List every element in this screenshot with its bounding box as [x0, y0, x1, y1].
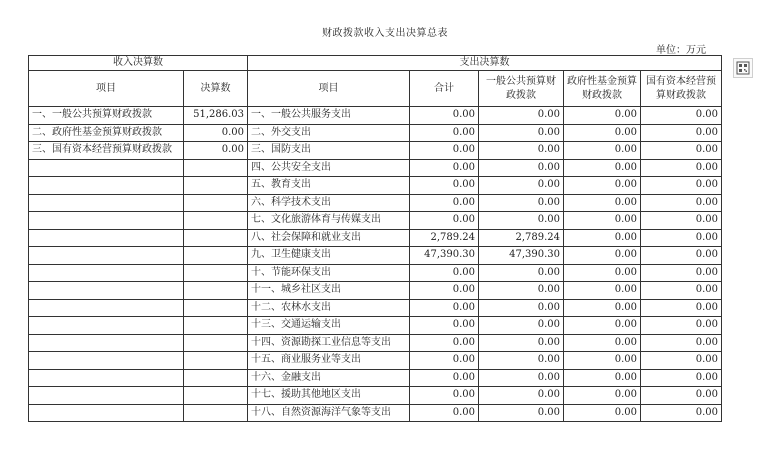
- income-item-cell: [29, 299, 184, 317]
- state-capital-cell: 0.00: [641, 177, 722, 195]
- income-amount-cell: 0.00: [184, 142, 248, 160]
- gov-fund-cell: 0.00: [564, 124, 641, 142]
- state-capital-cell: 0.00: [641, 369, 722, 387]
- general-budget-cell: 0.00: [479, 299, 564, 317]
- income-item-cell: [29, 229, 184, 247]
- gov-fund-cell: 0.00: [564, 317, 641, 335]
- income-item-cell: [29, 159, 184, 177]
- income-amount-cell: [184, 159, 248, 177]
- expense-item-cell: 十、节能环保支出: [248, 264, 410, 282]
- table-row: [29, 124, 722, 142]
- total-cell: 0.00: [410, 124, 479, 142]
- total-cell: 0.00: [410, 107, 479, 125]
- income-item-cell: [29, 264, 184, 282]
- income-amount-cell: 0.00: [184, 124, 248, 142]
- income-amount-cell: [184, 352, 248, 370]
- income-amount-cell: [184, 404, 248, 422]
- table-row: [29, 387, 722, 405]
- expense-item-header: 项目: [248, 71, 410, 107]
- income-amount-cell: [184, 369, 248, 387]
- table-row: [29, 194, 722, 212]
- expense-item-cell: 十四、资源勘探工业信息等支出: [248, 334, 410, 352]
- table-row: [29, 352, 722, 370]
- table-row: [29, 299, 722, 317]
- total-cell: 0.00: [410, 264, 479, 282]
- table-row: [29, 264, 722, 282]
- income-item-cell: [29, 317, 184, 335]
- general-budget-cell: 0.00: [479, 369, 564, 387]
- page-title: 财政拨款收入支出决算总表: [322, 28, 448, 39]
- expense-item-cell: 十一、城乡社区支出: [248, 282, 410, 300]
- income-item-header: 项目: [29, 71, 184, 107]
- income-amount-cell: [184, 299, 248, 317]
- income-amount-cell: [184, 387, 248, 405]
- income-item-cell: [29, 247, 184, 265]
- general-budget-header: 一般公共预算财政拨款: [479, 71, 564, 107]
- state-capital-cell: 0.00: [641, 142, 722, 160]
- expense-item-cell: 十六、金融支出: [248, 369, 410, 387]
- general-budget-cell: 0.00: [479, 194, 564, 212]
- income-item-cell: [29, 282, 184, 300]
- income-item-cell: [29, 334, 184, 352]
- expense-item-cell: 十七、援助其他地区支出: [248, 387, 410, 405]
- income-amount-cell: [184, 317, 248, 335]
- table-row: [29, 107, 722, 125]
- income-amount-cell: [184, 194, 248, 212]
- expense-item-cell: 十二、农林水支出: [248, 299, 410, 317]
- general-budget-cell: 0.00: [479, 282, 564, 300]
- total-cell: 0.00: [410, 159, 479, 177]
- general-budget-cell: 0.00: [479, 352, 564, 370]
- total-cell: 0.00: [410, 177, 479, 195]
- total-cell: 0.00: [410, 369, 479, 387]
- expense-item-cell: 十三、交通运输支出: [248, 317, 410, 335]
- state-capital-cell: 0.00: [641, 299, 722, 317]
- state-capital-cell: 0.00: [641, 387, 722, 405]
- expense-item-cell: 十五、商业服务业等支出: [248, 352, 410, 370]
- income-item-cell: 三、国有资本经营预算财政拨款: [29, 142, 184, 160]
- income-item-cell: 一、一般公共预算财政拨款: [29, 107, 184, 125]
- gov-fund-cell: 0.00: [564, 264, 641, 282]
- state-capital-cell: 0.00: [641, 317, 722, 335]
- table-row: [29, 212, 722, 230]
- state-capital-cell: 0.00: [641, 229, 722, 247]
- expense-item-cell: 十八、自然资源海洋气象等支出: [248, 404, 410, 422]
- state-capital-cell: 0.00: [641, 212, 722, 230]
- column-header-row: [29, 71, 722, 107]
- expense-item-cell: 四、公共安全支出: [248, 159, 410, 177]
- gov-fund-cell: 0.00: [564, 159, 641, 177]
- total-cell: 0.00: [410, 387, 479, 405]
- expense-item-cell: 八、社会保障和就业支出: [248, 229, 410, 247]
- income-amount-cell: [184, 264, 248, 282]
- gov-fund-cell: 0.00: [564, 107, 641, 125]
- group-header-row: [29, 56, 722, 71]
- income-amount-cell: [184, 177, 248, 195]
- income-item-cell: [29, 194, 184, 212]
- expense-item-cell: 七、文化旅游体育与传媒支出: [248, 212, 410, 230]
- table-row: [29, 282, 722, 300]
- qr-code-icon: [736, 61, 750, 75]
- table-row: [29, 177, 722, 195]
- table-row: [29, 369, 722, 387]
- income-item-cell: [29, 404, 184, 422]
- total-cell: 47,390.30: [410, 247, 479, 265]
- table-row: [29, 247, 722, 265]
- gov-fund-cell: 0.00: [564, 229, 641, 247]
- general-budget-cell: 0.00: [479, 334, 564, 352]
- state-capital-cell: 0.00: [641, 159, 722, 177]
- state-capital-cell: 0.00: [641, 352, 722, 370]
- total-cell: 0.00: [410, 299, 479, 317]
- table-row: [29, 404, 722, 422]
- gov-fund-cell: 0.00: [564, 247, 641, 265]
- total-cell: 0.00: [410, 282, 479, 300]
- gov-fund-cell: 0.00: [564, 177, 641, 195]
- state-capital-cell: 0.00: [641, 194, 722, 212]
- general-budget-cell: 0.00: [479, 142, 564, 160]
- general-budget-cell: 0.00: [479, 212, 564, 230]
- state-capital-cell: 0.00: [641, 247, 722, 265]
- state-capital-cell: 0.00: [641, 282, 722, 300]
- gov-fund-cell: 0.00: [564, 194, 641, 212]
- total-cell: 0.00: [410, 404, 479, 422]
- income-item-cell: [29, 369, 184, 387]
- income-item-cell: 二、政府性基金预算财政拨款: [29, 124, 184, 142]
- income-amount-cell: [184, 282, 248, 300]
- total-cell: 0.00: [410, 194, 479, 212]
- gov-fund-cell: 0.00: [564, 334, 641, 352]
- income-amount-cell: [184, 229, 248, 247]
- fiscal-summary-table: [28, 55, 722, 422]
- income-item-cell: [29, 387, 184, 405]
- table-row: [29, 229, 722, 247]
- expense-item-cell: 九、卫生健康支出: [248, 247, 410, 265]
- general-budget-cell: 0.00: [479, 387, 564, 405]
- expense-item-cell: 二、外交支出: [248, 124, 410, 142]
- expense-item-cell: 五、教育支出: [248, 177, 410, 195]
- income-amount-cell: 51,286.03: [184, 107, 248, 125]
- gov-fund-cell: 0.00: [564, 142, 641, 160]
- general-budget-cell: 0.00: [479, 107, 564, 125]
- income-amount-header: 决算数: [184, 71, 248, 107]
- unit-label: 单位：万元: [656, 45, 706, 56]
- state-capital-cell: 0.00: [641, 264, 722, 282]
- income-item-cell: [29, 352, 184, 370]
- general-budget-cell: 0.00: [479, 317, 564, 335]
- income-group-header: 收入决算数: [29, 56, 248, 71]
- general-budget-cell: 0.00: [479, 404, 564, 422]
- general-budget-cell: 0.00: [479, 264, 564, 282]
- total-header: 合计: [410, 71, 479, 107]
- income-item-cell: [29, 177, 184, 195]
- gov-fund-cell: 0.00: [564, 369, 641, 387]
- income-amount-cell: [184, 247, 248, 265]
- table-row: [29, 142, 722, 160]
- total-cell: 0.00: [410, 317, 479, 335]
- table-row: [29, 159, 722, 177]
- general-budget-cell: 2,789.24: [479, 229, 564, 247]
- state-capital-cell: 0.00: [641, 124, 722, 142]
- gov-fund-cell: 0.00: [564, 387, 641, 405]
- expense-group-header: 支出决算数: [248, 56, 722, 71]
- expense-item-cell: 一、一般公共服务支出: [248, 107, 410, 125]
- state-capital-cell: 0.00: [641, 404, 722, 422]
- total-cell: 0.00: [410, 142, 479, 160]
- gov-fund-cell: 0.00: [564, 282, 641, 300]
- general-budget-cell: 47,390.30: [479, 247, 564, 265]
- state-capital-header: 国有资本经营预算财政拨款: [641, 71, 722, 107]
- total-cell: 0.00: [410, 212, 479, 230]
- general-budget-cell: 0.00: [479, 159, 564, 177]
- income-item-cell: [29, 212, 184, 230]
- expense-item-cell: 六、科学技术支出: [248, 194, 410, 212]
- gov-fund-cell: 0.00: [564, 404, 641, 422]
- gov-fund-header: 政府性基金预算财政拨款: [564, 71, 641, 107]
- qr-code-button[interactable]: [733, 58, 753, 78]
- state-capital-cell: 0.00: [641, 107, 722, 125]
- gov-fund-cell: 0.00: [564, 352, 641, 370]
- general-budget-cell: 0.00: [479, 177, 564, 195]
- gov-fund-cell: 0.00: [564, 212, 641, 230]
- income-amount-cell: [184, 334, 248, 352]
- total-cell: 0.00: [410, 352, 479, 370]
- total-cell: 2,789.24: [410, 229, 479, 247]
- table-row: [29, 317, 722, 335]
- table-row: [29, 334, 722, 352]
- state-capital-cell: 0.00: [641, 334, 722, 352]
- total-cell: 0.00: [410, 334, 479, 352]
- expense-item-cell: 三、国防支出: [248, 142, 410, 160]
- gov-fund-cell: 0.00: [564, 299, 641, 317]
- income-amount-cell: [184, 212, 248, 230]
- general-budget-cell: 0.00: [479, 124, 564, 142]
